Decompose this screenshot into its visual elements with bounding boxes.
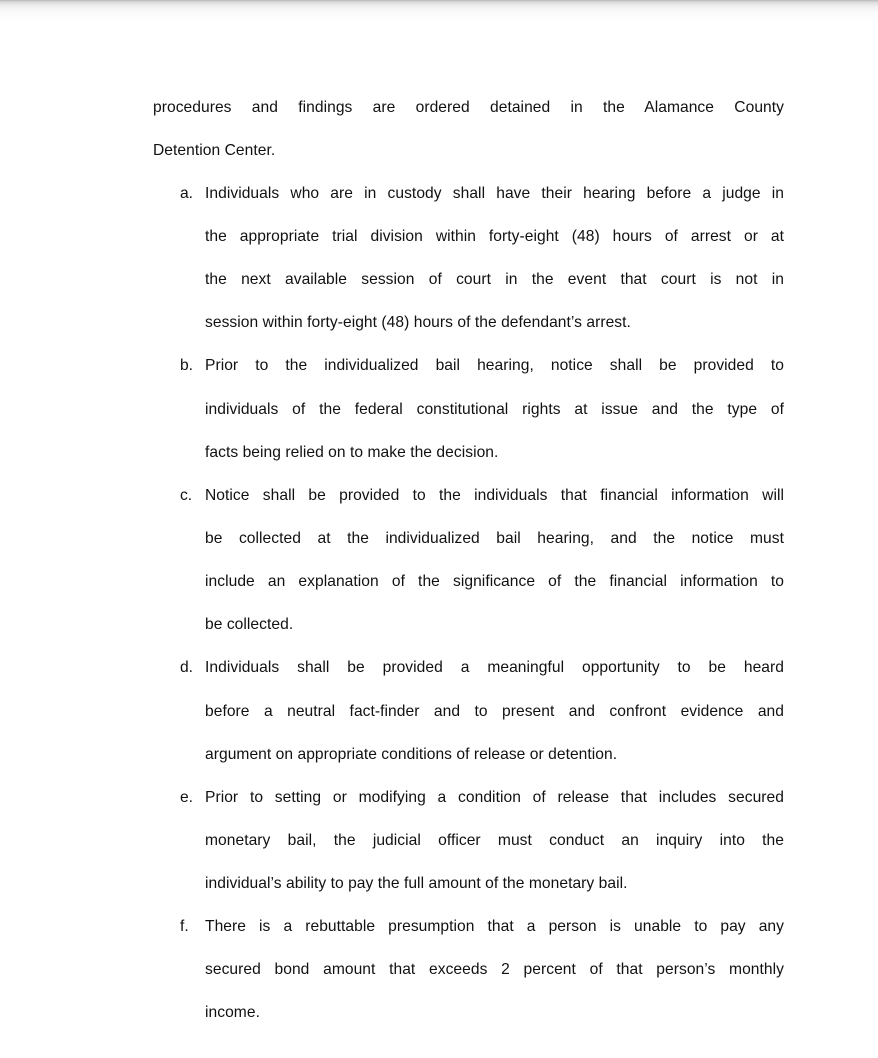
list-item-line: Individuals who are in custody shall have their hearing before a judge in bbox=[205, 185, 784, 202]
list-item-line: be collected at the individualized bail hearing, and the notice must bbox=[205, 530, 784, 547]
list-item-line: session within forty-eight (48) hours of the defendant’s arrest. bbox=[205, 314, 631, 331]
list-item-label: d. bbox=[180, 659, 194, 676]
list-item-line: individuals of the federal constitutional rights at issue and the type of bbox=[205, 401, 784, 418]
list-item-line: individual’s ability to pay the full amount of the monetary bail. bbox=[205, 875, 628, 892]
list-item-line: Notice shall be provided to the individuals that financial information will bbox=[205, 487, 784, 504]
list-item-line: Prior to the individualized bail hearing, notice shall be provided to bbox=[205, 357, 784, 374]
list-item-line: secured bond amount that exceeds 2 percent of that person’s monthly bbox=[205, 961, 784, 978]
paragraph-line: procedures and findings are ordered detained in the Alamance County bbox=[153, 99, 784, 116]
viewer-top-edge-shadow bbox=[0, 0, 878, 22]
list-item-line: the appropriate trial division within forty-eight (48) hours of arrest or at bbox=[205, 228, 784, 245]
list-item-label: f. bbox=[180, 918, 189, 935]
list-item-line: Individuals shall be provided a meaningful opportunity to be heard bbox=[205, 659, 784, 676]
list-item-line: be collected. bbox=[205, 616, 294, 633]
list-item-line: facts being relied on to make the decision. bbox=[205, 444, 499, 461]
list-item-line: monetary bail, the judicial officer must conduct an inquiry into the bbox=[205, 832, 784, 849]
list-item-line: Prior to setting or modifying a condition of release that includes secured bbox=[205, 789, 784, 806]
list-item-line: income. bbox=[205, 1004, 260, 1021]
list-item-label: a. bbox=[180, 185, 194, 202]
list-item-line: argument on appropriate conditions of release or detention. bbox=[205, 746, 618, 763]
list-item-label: e. bbox=[180, 789, 194, 806]
list-item-line: There is a rebuttable presumption that a person is unable to pay any bbox=[205, 918, 784, 935]
paragraph-line: Detention Center. bbox=[153, 142, 276, 159]
list-item-line: before a neutral fact-finder and to present and confront evidence and bbox=[205, 703, 784, 720]
list-item-line: the next available session of court in the event that court is not in bbox=[205, 271, 784, 288]
list-item-line: include an explanation of the significance of the financial information to bbox=[205, 573, 784, 590]
list-item-label: c. bbox=[180, 487, 193, 504]
list-item-label: b. bbox=[180, 357, 194, 374]
